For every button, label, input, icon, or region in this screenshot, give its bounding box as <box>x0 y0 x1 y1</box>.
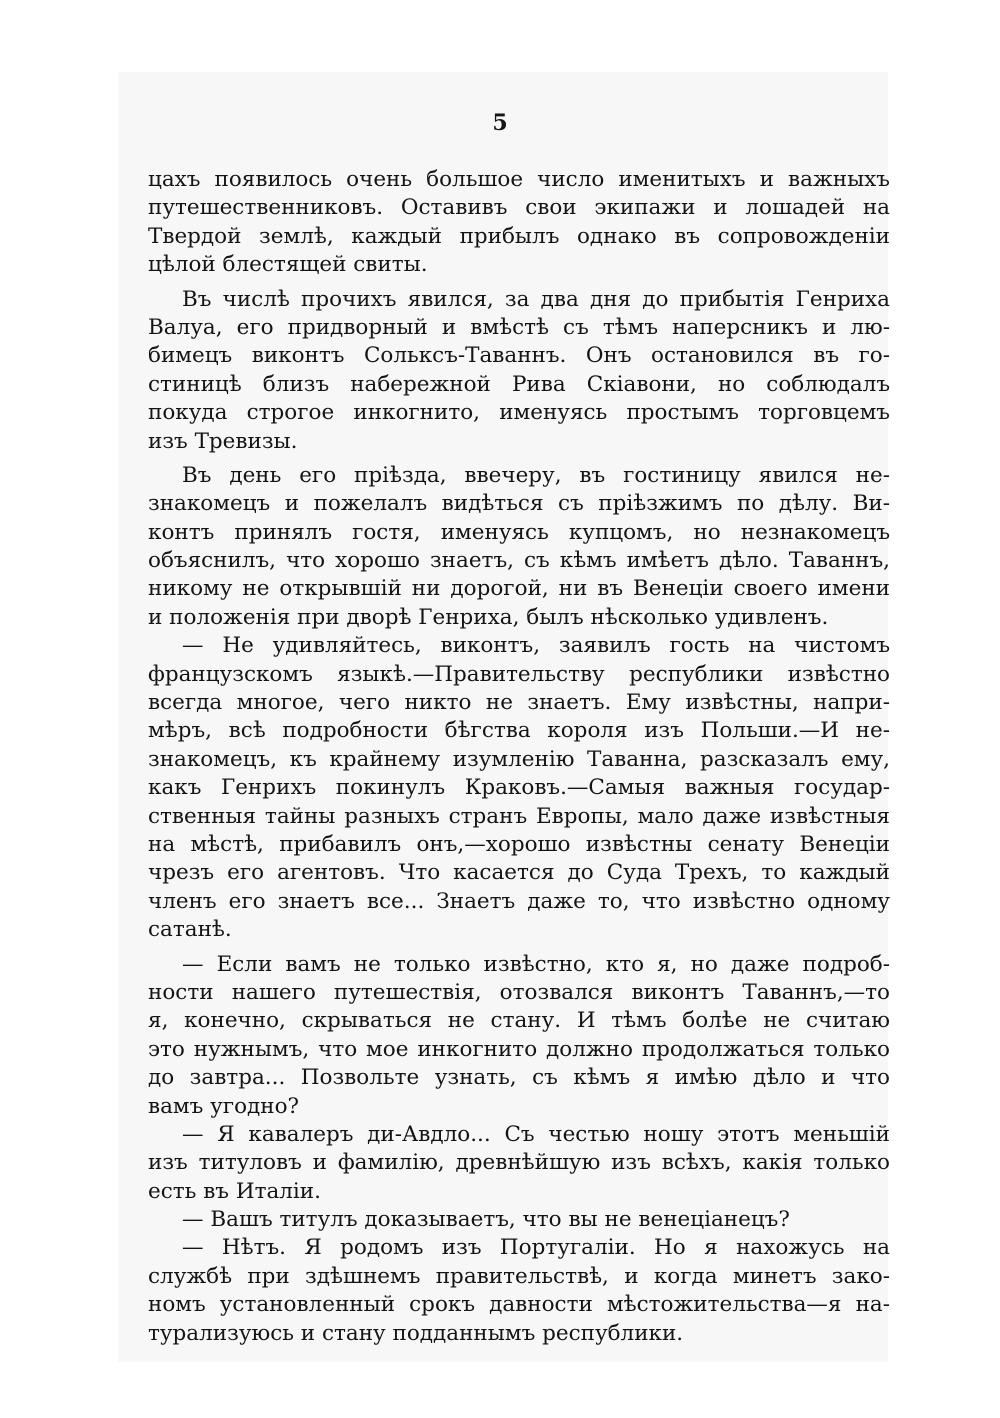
text-line: Въ числѣ прочихъ явился, за два дня до прибытія Генриха <box>182 286 890 312</box>
text-line: есть въ Италіи. <box>148 1178 321 1204</box>
text-line: ственныя тайны разныхъ странъ Европы, мало даже извѣстныя <box>148 803 890 829</box>
text-line: Въ день его пріѣзда, ввечеру, въ гостиницу явился не- <box>182 462 890 488</box>
text-line: французскомъ языкѣ.—Правительству республики извѣстно <box>148 661 890 687</box>
text-line: никому не открывшій ни дорогой, ни въ Венеціи своего имени <box>148 576 890 602</box>
text-line: — Если вамъ не только извѣстно, кто я, но даже подроб- <box>182 951 890 977</box>
text-line: какъ Генрихъ покинулъ Краковъ.—Самыя важныя государ- <box>148 775 890 801</box>
text-line: номъ установленный срокъ давности мѣстожительства—я на- <box>148 1292 890 1318</box>
text-line: — Я кавалеръ ди-Авдло... Съ честью ношу этотъ меньшій <box>182 1121 890 1147</box>
text-line: цѣлой блестящей свиты. <box>148 252 428 278</box>
text-line: турализуюсь и стану подданнымъ республики. <box>148 1320 684 1346</box>
text-line: мѣръ, всѣ подробности бѣгства короля изъ Польши.—И не- <box>148 718 890 744</box>
text-line: службѣ при здѣшнемъ правительствѣ, и когда минетъ зако- <box>148 1263 890 1289</box>
text-line: всегда многое, чего никто не знаетъ. Ему извѣстны, напри- <box>148 690 890 716</box>
text-line: — Не удивляйтесь, виконтъ, заявилъ гость на чистомъ <box>182 633 890 659</box>
text-line: стиницѣ близъ набережной Рива Скіавони, но соблюдалъ <box>148 371 890 397</box>
text-line: бимецъ виконтъ Сольксъ-Таваннъ. Онъ остановился въ го- <box>148 343 890 369</box>
text-line: ности нашего путешествія, отозвался виконтъ Таваннъ,—то <box>148 979 890 1005</box>
text-line: — Вашъ титулъ доказываетъ, что вы не венеціанецъ? <box>182 1207 790 1233</box>
text-line: — Нѣтъ. Я родомъ изъ Португаліи. Но я нахожусь на <box>182 1235 890 1261</box>
text-line: Твердой землѣ, каждый прибылъ однако въ сопровожденіи <box>148 223 890 249</box>
text-line: вамъ угодно? <box>148 1093 300 1119</box>
text-line: покуда строгое инкогнито, именуясь простымъ торговцемъ <box>148 400 890 426</box>
text-line: объяснилъ, что хорошо знаетъ, съ кѣмъ имѣетъ дѣло. Таваннъ, <box>148 548 890 574</box>
text-line: знакомецъ, къ крайнему изумленію Таванна, разсказалъ ему, <box>148 746 890 772</box>
text-line: Валуа, его придворный и вмѣстѣ съ тѣмъ наперсникъ и лю- <box>148 314 890 340</box>
text-line: изъ Тревизы. <box>148 428 298 454</box>
text-line: сатанѣ. <box>148 917 232 943</box>
text-line: контъ принялъ гостя, именуясь купцомъ, но незнакомецъ <box>148 519 890 545</box>
text-line: членъ его знаетъ все... Знаетъ даже то, что извѣстно одному <box>148 888 890 914</box>
page-number: 5 <box>492 110 508 136</box>
text-line: изъ титуловъ и фамилію, древнѣйшую изъ всѣхъ, какія только <box>148 1150 890 1176</box>
text-line: до завтра... Позвольте узнать, съ кѣмъ я имѣю дѣло и что <box>148 1065 890 1091</box>
text-line: чрезъ его агентовъ. Что касается до Суда Трехъ, то каждый <box>148 860 890 886</box>
text-line: на мѣстѣ, прибавилъ онъ,—хорошо извѣстны сенату Венеціи <box>148 831 890 857</box>
text-line: знакомецъ и пожелалъ видѣться съ пріѣзжимъ по дѣлу. Ви- <box>148 491 890 517</box>
body-text <box>148 166 890 1348</box>
text-line: путешественниковъ. Оставивъ свои экипажи и лошадей на <box>148 195 890 221</box>
text-line: цахъ появилось очень большое число именитыхъ и важныхъ <box>148 167 890 192</box>
text-line: я, конечно, скрываться не стану. И тѣмъ болѣе не считаю <box>148 1008 890 1034</box>
text-line: и положенія при дворѣ Генриха, былъ нѣсколько удивленъ. <box>148 604 829 630</box>
text-line: это нужнымъ, что мое инкогнито должно продолжаться только <box>148 1036 890 1062</box>
